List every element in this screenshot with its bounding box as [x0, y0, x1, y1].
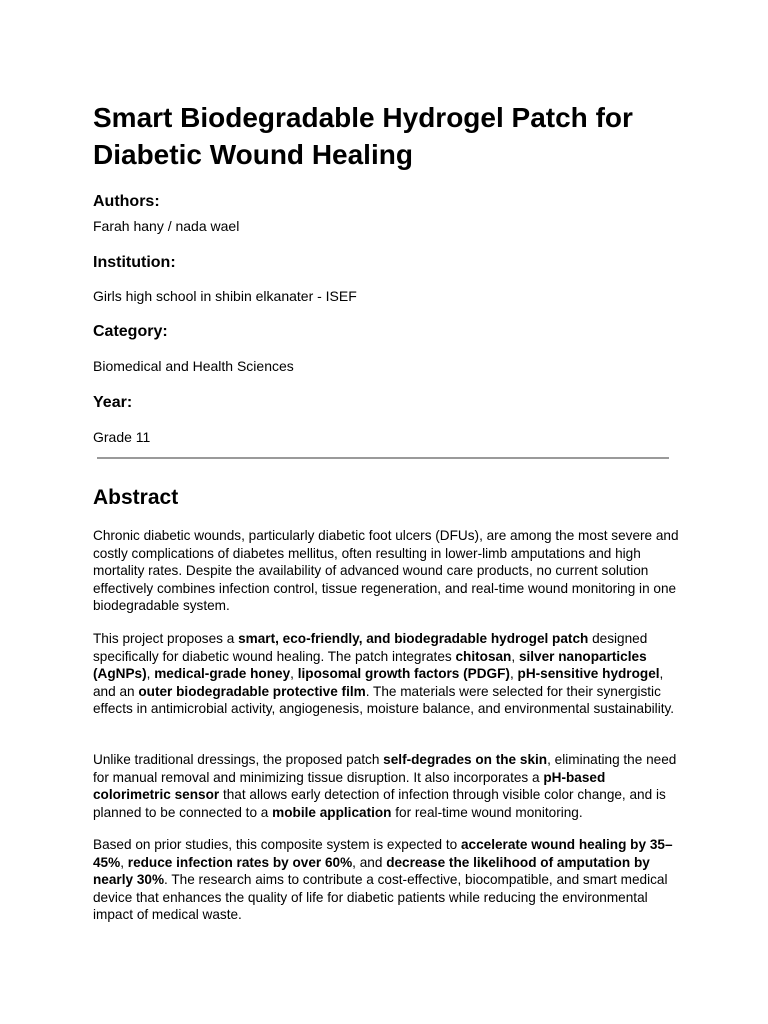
- abstract-p2-text-5: ,: [290, 666, 298, 682]
- abstract-p2-text-2: designed specifically for diabetic wound healing. The patch integrates: [93, 631, 648, 664]
- year-value: Grade 11: [93, 429, 151, 445]
- abstract-p3-bold-mobile-app: mobile application: [272, 804, 392, 820]
- abstract-p1-text: Chronic diabetic wounds, particularly diabetic foot ulcers (DFUs), are among the most severe and costly complications of diabetes mellitus, often resulting in lower-limb amputations and high mortality rates. Despite the availability of advanced wound care products, no current solution effectively combines infection control, tissue regeneration, and real-time wound monitoring in one biodegradable system.: [93, 528, 679, 614]
- section-divider: [97, 457, 669, 459]
- abstract-paragraph-3: [93, 751, 681, 821]
- abstract-p2-text-4: ,: [146, 666, 155, 682]
- abstract-paragraph-1: [93, 527, 681, 615]
- abstract-p2-text-6: ,: [509, 666, 518, 682]
- abstract-p4-text-1: Based on prior studies, this composite system is expected to: [93, 837, 461, 852]
- institution-value: Girls high school in shibin elkanater - ISEF: [93, 288, 357, 304]
- abstract-p3-text-4: for real-time wound monitoring.: [391, 804, 583, 820]
- abstract-p3-text-1: Unlike traditional dressings, the proposed patch: [93, 752, 384, 767]
- abstract-p4-text-3: , and: [352, 854, 387, 870]
- abstract-p2-text-7: , and an: [93, 666, 664, 699]
- category-label: Category:: [93, 323, 168, 340]
- abstract-p4-text-2: ,: [120, 854, 128, 870]
- abstract-p2-text-8: . The materials were selected for their synergistic effects in antimicrobial activity, angiogenesis, moisture balance, and environmental sustainability.: [93, 683, 675, 717]
- abstract-paragraph-4: [93, 836, 681, 924]
- abstract-p2-bold-hydrogel-patch: smart, eco-friendly, and biodegradable hydrogel patch: [238, 631, 589, 646]
- abstract-p2-bold-ph-hydrogel: pH-sensitive hydrogel: [517, 666, 660, 682]
- document-title: Smart Biodegradable Hydrogel Patch for Diabetic Wound Healing: [93, 102, 633, 170]
- abstract-p4-bold-amputation: decrease the likelihood of amputation by nearly 30%: [93, 854, 650, 888]
- abstract-p2-bold-growth-factors: liposomal growth factors (PDGF): [297, 666, 510, 682]
- abstract-p4-text-4: . The research aims to contribute a cost-effective, biocompatible, and smart medical device that enhances the quality of life for diabetic patients while reducing the environmental impact of medical waste.: [93, 872, 668, 923]
- abstract-p2-bold-protective-film: outer biodegradable protective film: [138, 683, 366, 699]
- abstract-p2-bold-silver-nanoparticles: silver nanoparticles (AgNPs): [93, 648, 647, 682]
- abstract-p2-bold-honey: medical-grade honey: [154, 666, 291, 682]
- abstract-paragraph-2: [93, 630, 681, 718]
- authors-value: Farah hany / nada wael: [93, 218, 240, 234]
- authors-label: Authors:: [93, 193, 160, 210]
- abstract-p3-text-3: that allows early detection of infection through visible color change, and is planned to be connected to a: [93, 787, 666, 820]
- category-value: Biomedical and Health Sciences: [93, 358, 294, 374]
- abstract-p3-bold-sensor: pH-based colorimetric sensor: [93, 769, 606, 803]
- abstract-p2-text-1: This project proposes a: [93, 631, 239, 646]
- abstract-p3-bold-self-degrades: self-degrades on the skin: [383, 752, 548, 767]
- abstract-p4-bold-infection: reduce infection rates by over 60%: [127, 854, 353, 870]
- abstract-heading: Abstract: [93, 486, 179, 509]
- abstract-p2-bold-chitosan: chitosan: [455, 648, 512, 664]
- abstract-p2-text-3: ,: [511, 648, 519, 664]
- year-label: Year:: [93, 394, 133, 411]
- abstract-p4-bold-healing: accelerate wound healing by 35–45%: [93, 837, 673, 870]
- institution-label: Institution:: [93, 254, 176, 271]
- abstract-p3-text-2: , eliminating the need for manual removal and minimizing tissue disruption. It also incorporates a: [93, 752, 677, 785]
